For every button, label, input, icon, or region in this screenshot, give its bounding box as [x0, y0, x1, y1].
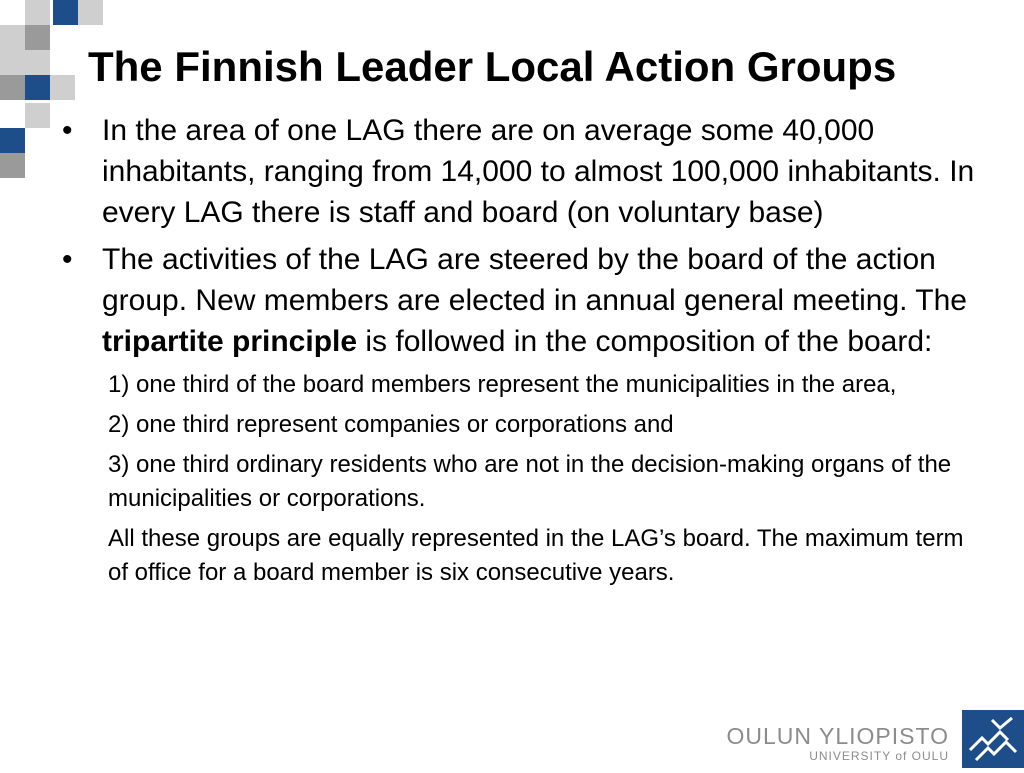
deco-square — [0, 128, 25, 153]
sub-item: 3) one third ordinary residents who are not in the decision-making organs of the municipalities or corporations. — [108, 451, 952, 512]
university-logo — [727, 723, 950, 763]
logo-sub-text: UNIVERSITY of OULU — [809, 749, 949, 763]
slide-content — [60, 110, 980, 590]
deco-square — [0, 50, 25, 75]
sub-item: 1) one third of the board members represent the municipalities in the area, — [108, 371, 897, 398]
deco-square — [25, 103, 50, 128]
deco-square — [25, 75, 50, 100]
deco-square — [25, 0, 50, 25]
deco-square — [50, 75, 75, 100]
sub-item: 2) one third represent companies or corporations and — [108, 411, 674, 438]
sub-item: All these groups are equally represented in the LAG’s board. The maximum term of office for a board member is six consecutive years. — [108, 525, 964, 586]
bullet-text: The activities of the LAG are steered by the board of the action group. New members are elected in annual general meeting. The — [102, 243, 967, 317]
logo-main-text: OULUN YLIOPISTO — [726, 723, 949, 749]
bold-term: tripartite principle — [102, 325, 358, 358]
deco-square — [0, 25, 25, 50]
deco-square — [78, 0, 103, 25]
deco-square — [0, 75, 25, 100]
deco-square — [0, 153, 25, 178]
bullet-item — [60, 110, 980, 233]
slide-title: The Finnish Leader Local Action Groups — [88, 43, 897, 90]
deco-square — [25, 25, 50, 50]
bullet-text: is followed in the composition of the board: — [357, 325, 933, 358]
deco-square — [25, 50, 50, 75]
bullet-text: In the area of one LAG there are on average some 40,000 inhabitants, ranging from 14,000 to almost 100,000 inhabitants. In every LAG there is staff and board (on voluntary base) — [102, 114, 975, 229]
bullet-item — [60, 239, 980, 362]
university-emblem-icon — [962, 710, 1024, 768]
deco-square — [53, 0, 78, 25]
